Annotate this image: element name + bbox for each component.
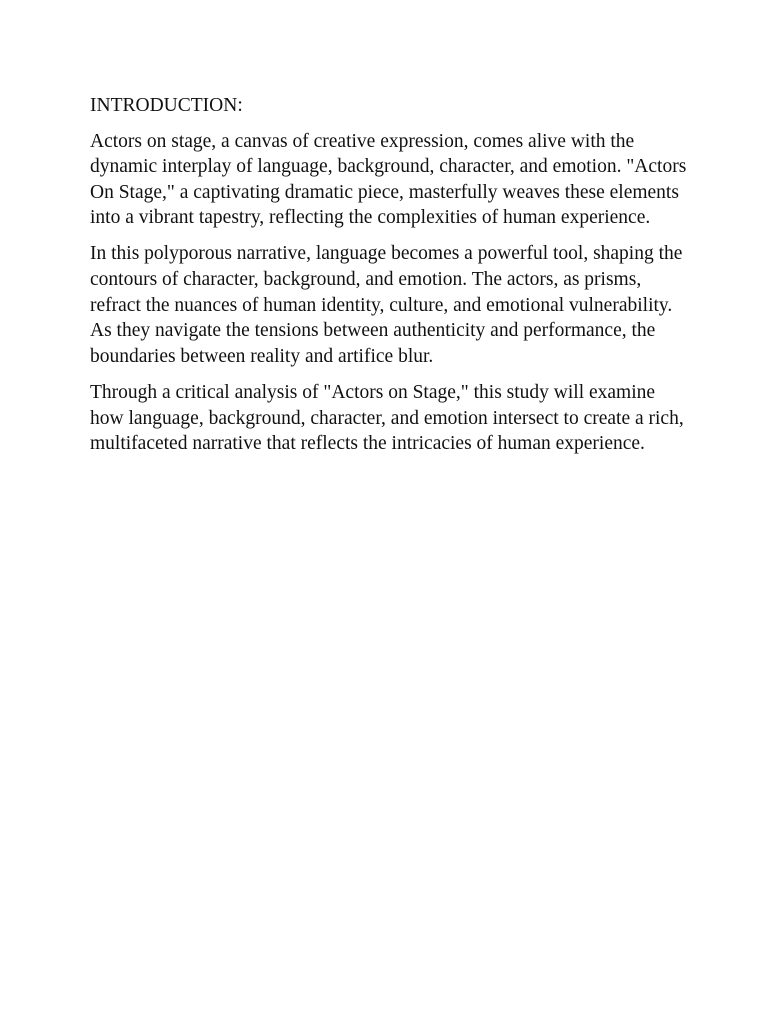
paragraph-2: In this polyporous narrative, language becomes a powerful tool, shaping the contours of character, background, and emotion. The actors, as prisms, refract the nuances of human identity, culture, and emotional vulnerability. As they navigate the tensions between authenticity and performance, the boundaries between reality and artifice blur. [90, 243, 683, 367]
section-heading: INTRODUCTION: [90, 95, 243, 116]
paragraph-3: Through a critical analysis of "Actors on Stage," this study will examine how language, background, character, and emotion intersect to create a rich, multifaceted narrative that reflects the intricacies of human experience. [90, 381, 684, 455]
document-body [90, 93, 690, 467]
paragraph-1: Actors on stage, a canvas of creative expression, comes alive with the dynamic interplay of language, background, character, and emotion. "Actors On Stage," a captivating dramatic piece, masterfully weaves these elements into a vibrant tapestry, reflecting the complexities of human experience. [90, 130, 687, 229]
